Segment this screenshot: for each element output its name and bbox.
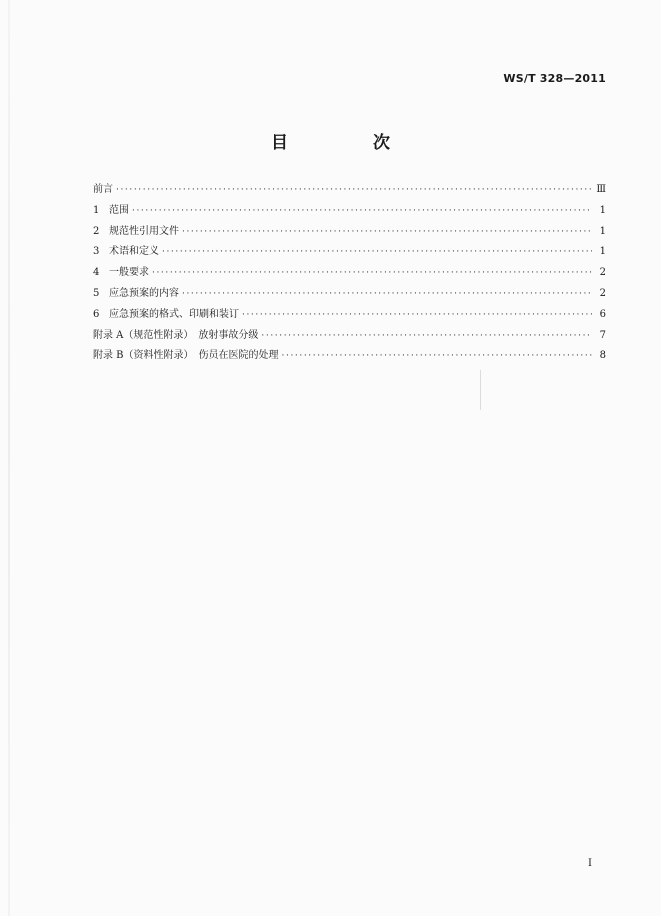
toc-entry-page: 7 xyxy=(599,329,606,341)
toc-entry-page: Ⅲ xyxy=(596,184,606,195)
toc-entry-label xyxy=(93,242,162,263)
toc-entry-label xyxy=(93,222,182,243)
toc-entry-page: 2 xyxy=(599,287,606,299)
toc-entry[interactable] xyxy=(93,284,606,305)
toc-entry-label xyxy=(93,305,242,326)
toc-entry-label xyxy=(93,346,282,367)
toc-leader-dots xyxy=(162,242,592,263)
toc-entry-title: 附录 B（资料性附录） 伤员在医院的处理 xyxy=(93,350,279,362)
toc-entry-label xyxy=(93,201,132,222)
toc-leader-dots xyxy=(282,346,592,367)
toc-leader-dots xyxy=(242,305,592,326)
toc-entry-label xyxy=(93,180,116,201)
toc-entry-number: 1 xyxy=(93,204,100,216)
toc-entry[interactable] xyxy=(93,180,606,201)
toc-entry-title: 应急预案的格式、印刷和装订 xyxy=(109,308,239,320)
toc-entry-page: 1 xyxy=(599,246,606,258)
toc-entry-page: 1 xyxy=(599,225,606,237)
toc-entry-title: 前言 xyxy=(93,184,113,195)
toc-entry-title: 术语和定义 xyxy=(109,246,159,258)
toc-leader-dots xyxy=(182,284,592,305)
toc-entry-title: 应急预案的内容 xyxy=(109,287,179,299)
toc-entry[interactable] xyxy=(93,346,606,367)
toc-entry[interactable] xyxy=(93,222,606,243)
toc-entry-title: 附录 A（规范性附录） 放射事故分级 xyxy=(93,329,259,341)
toc-entry[interactable] xyxy=(93,242,606,263)
toc-entry-page: 6 xyxy=(599,308,606,320)
toc-entry[interactable] xyxy=(93,305,606,326)
toc-entry-number: 3 xyxy=(93,246,100,258)
toc-entry-page: 2 xyxy=(599,267,606,279)
toc-entry-page: 8 xyxy=(599,350,606,362)
toc-entry-label xyxy=(93,284,182,305)
toc-leader-dots xyxy=(132,201,592,222)
toc-entry[interactable] xyxy=(93,326,606,347)
scan-artifact xyxy=(480,370,481,410)
standard-code: WS/T 328—2011 xyxy=(503,72,606,85)
page-title: 目 次 xyxy=(271,133,424,153)
toc-entry-title: 范围 xyxy=(109,204,129,216)
toc-entry-title: 规范性引用文件 xyxy=(109,225,179,237)
toc-entry-number: 2 xyxy=(93,225,100,237)
toc-entry-number: 6 xyxy=(93,308,100,320)
toc-leader-dots xyxy=(261,326,592,347)
toc-leader-dots xyxy=(116,180,592,201)
toc-entry-title: 一般要求 xyxy=(109,267,149,279)
toc-entry-number: 4 xyxy=(93,267,100,279)
toc-entry-label xyxy=(93,326,261,347)
toc-leader-dots xyxy=(182,222,592,243)
toc-leader-dots xyxy=(152,263,592,284)
toc-entry[interactable] xyxy=(93,263,606,284)
table-of-contents xyxy=(93,180,606,367)
toc-entry[interactable] xyxy=(93,201,606,222)
toc-entry-label xyxy=(93,263,152,284)
toc-entry-number: 5 xyxy=(93,287,100,299)
toc-entry-page: 1 xyxy=(599,204,606,216)
page-number: I xyxy=(588,858,592,869)
